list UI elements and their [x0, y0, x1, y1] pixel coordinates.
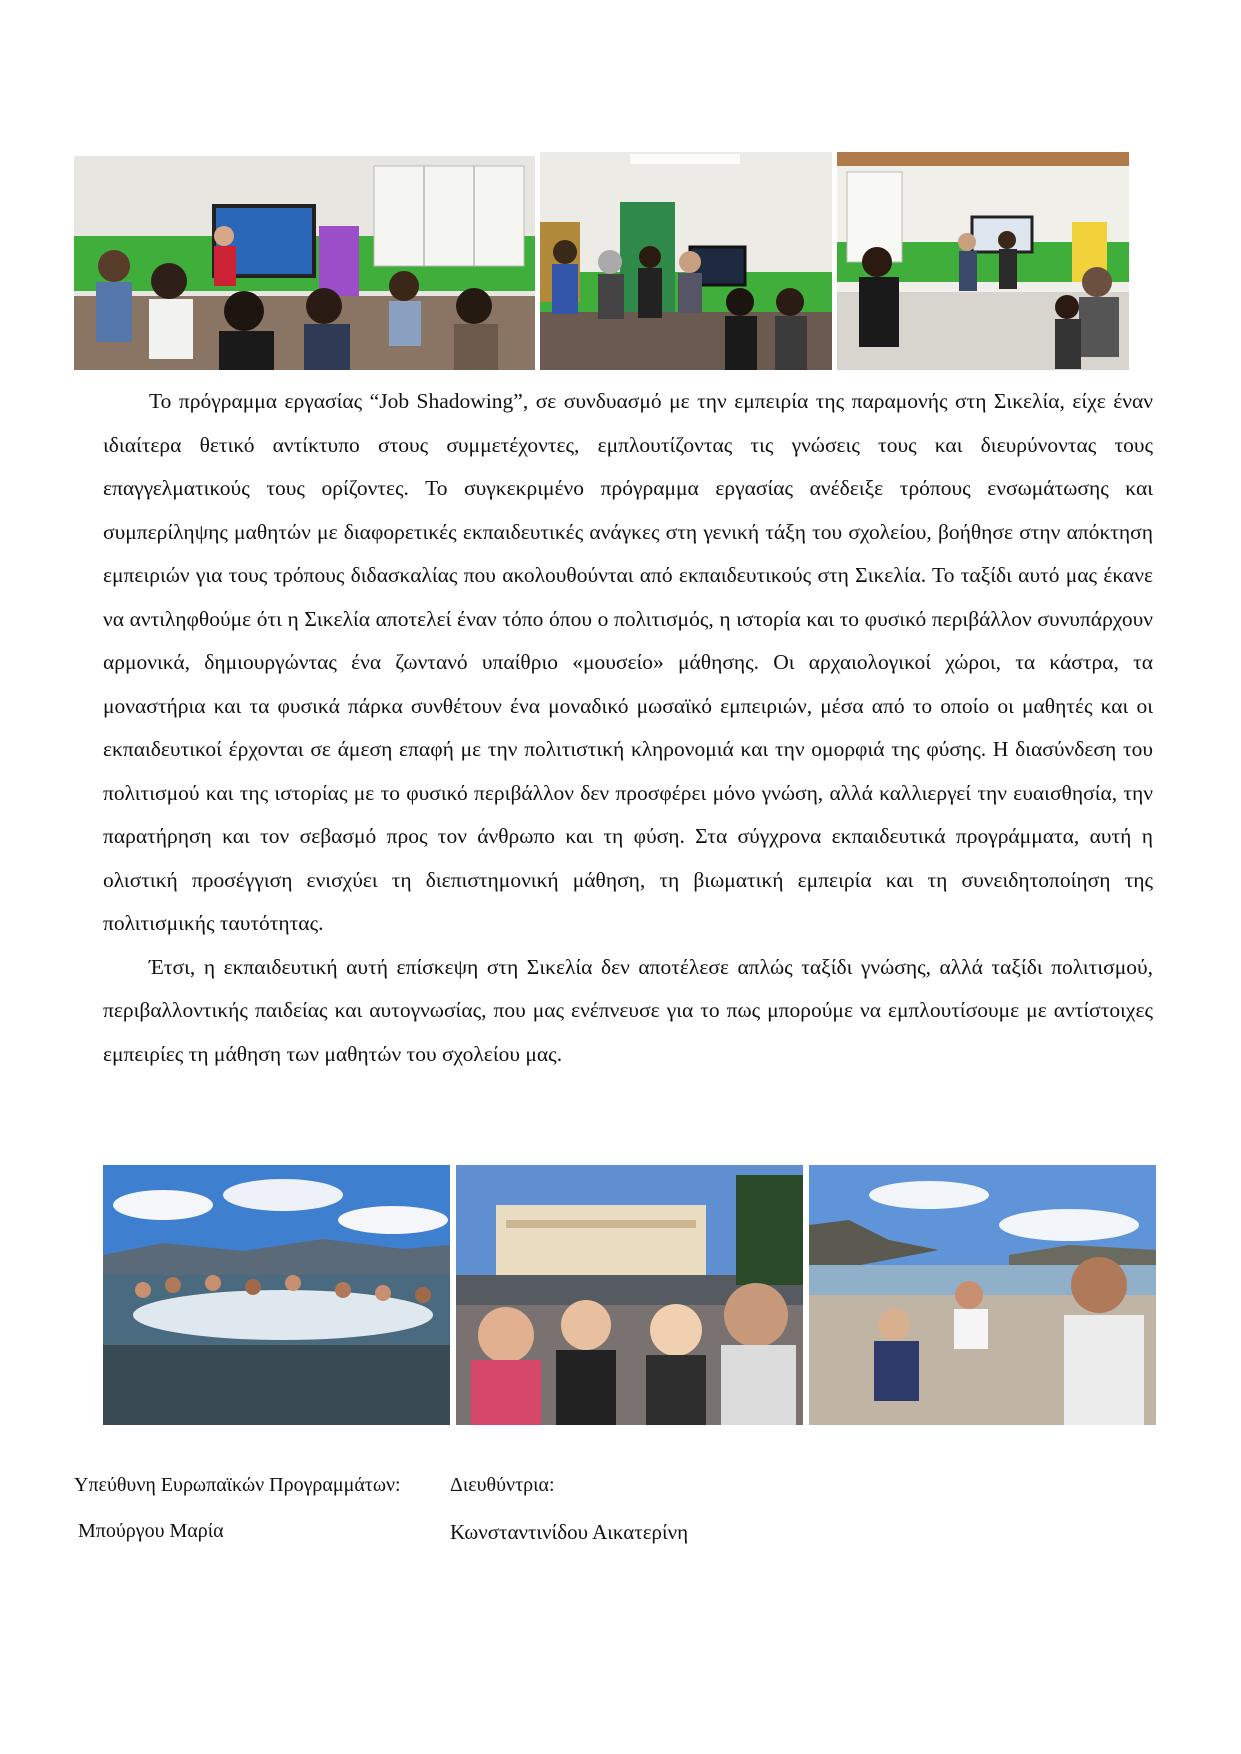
classroom-photo-1 [74, 156, 535, 370]
signature-right-name: Κωνσταντινίδου Αικατερίνη [450, 1520, 689, 1544]
classroom-photo-3 [837, 152, 1129, 370]
signature-right-role: Διευθύντρια: [450, 1474, 555, 1496]
signature-left-name: Μπούργου Μαρία [78, 1520, 224, 1542]
signature-left-role: Υπεύθυνη Ευρωπαϊκών Προγραμμάτων: [74, 1474, 401, 1496]
sea-swim-photo [103, 1165, 450, 1425]
group-selfie-building-photo [456, 1165, 803, 1425]
classroom-photo-2 [540, 152, 832, 370]
paragraph-2: Έτσι, η εκπαιδευτική αυτή επίσκεψη στη Σικελία δεν αποτέλεσε απλώς ταξίδι γνώσης, αλλά ταξίδι πολιτισμού, περιβαλλοντικής παιδείας και αυτογνωσίας, που μας ενέπνευσε για το πως μπορούμε να εμπλουτίσουμε με αντίστοιχες εμπειρίες τη μάθηση των μαθητών του σχολείου μας. [103, 954, 1153, 1066]
paragraph-1: Το πρόγραμμα εργασίας “Job Shadowing”, σε συνδυασμό με την εμπειρία της παραμονής στη Σικελία, είχε έναν ιδιαίτερα θετικό αντίκτυπο στους συμμετέχοντες, εμπλουτίζοντας τις γνώσεις τους και διευρύνοντας τους επαγγελματικούς τους ορίζοντες. Το συγκεκριμένο πρόγραμμα εργασίας ανέδειξε τρόπους ενσωμάτωσης και συμπερίληψης μαθητών με διαφορετικές εκπαιδευτικές ανάγκες στη γενική τάξη του σχολείου, βοήθησε στην απόκτηση εμπειριών για τους τρόπους διδασκαλίας που ακολουθούνται από εκπαιδευτικούς στη Σικελία. Το ταξίδι αυτό μας έκανε να αντιληφθούμε ότι η Σικελία αποτελεί έναν τόπο όπου ο πολιτισμός, η ιστορία και το φυσικό περιβάλλον συνυπάρχουν αρμονικά, δημιουργώντας ένα ζωντανό υπαίθριο «μουσείο» μάθησης. Οι αρχαιολογικοί χώροι, τα κάστρα, τα μοναστήρια και τα φυσικά πάρκα συνθέτουν ένα μοναδικό μωσαϊκό εμπειριών, μέσα από το οποίο οι μαθητές και οι εκπαιδευτικοί έρχονται σε άμεση επαφή με την πολιτιστική κληρονομιά και την ομορφιά της φύσης. Η διασύνδεση του πολιτισμού και της ιστορίας με το φυσικό περιβάλλον δεν προσφέρει μόνο γνώση, αλλά καλλιεργεί την ευαισθησία, την παρατήρηση και τον σεβασμό προς τον άνθρωπο και τη φύση. Στα σύγχρονα εκπαιδευτικά προγράμματα, αυτή η ολιστική προσέγγιση ενισχύει τη διεπιστημονική μάθηση, τη βιωματική εμπειρία και τη συνειδητοποίηση της πολιτισμικής ταυτότητας. [103, 389, 1153, 935]
beach-group-photo [809, 1165, 1156, 1425]
body-text [103, 380, 1153, 1076]
